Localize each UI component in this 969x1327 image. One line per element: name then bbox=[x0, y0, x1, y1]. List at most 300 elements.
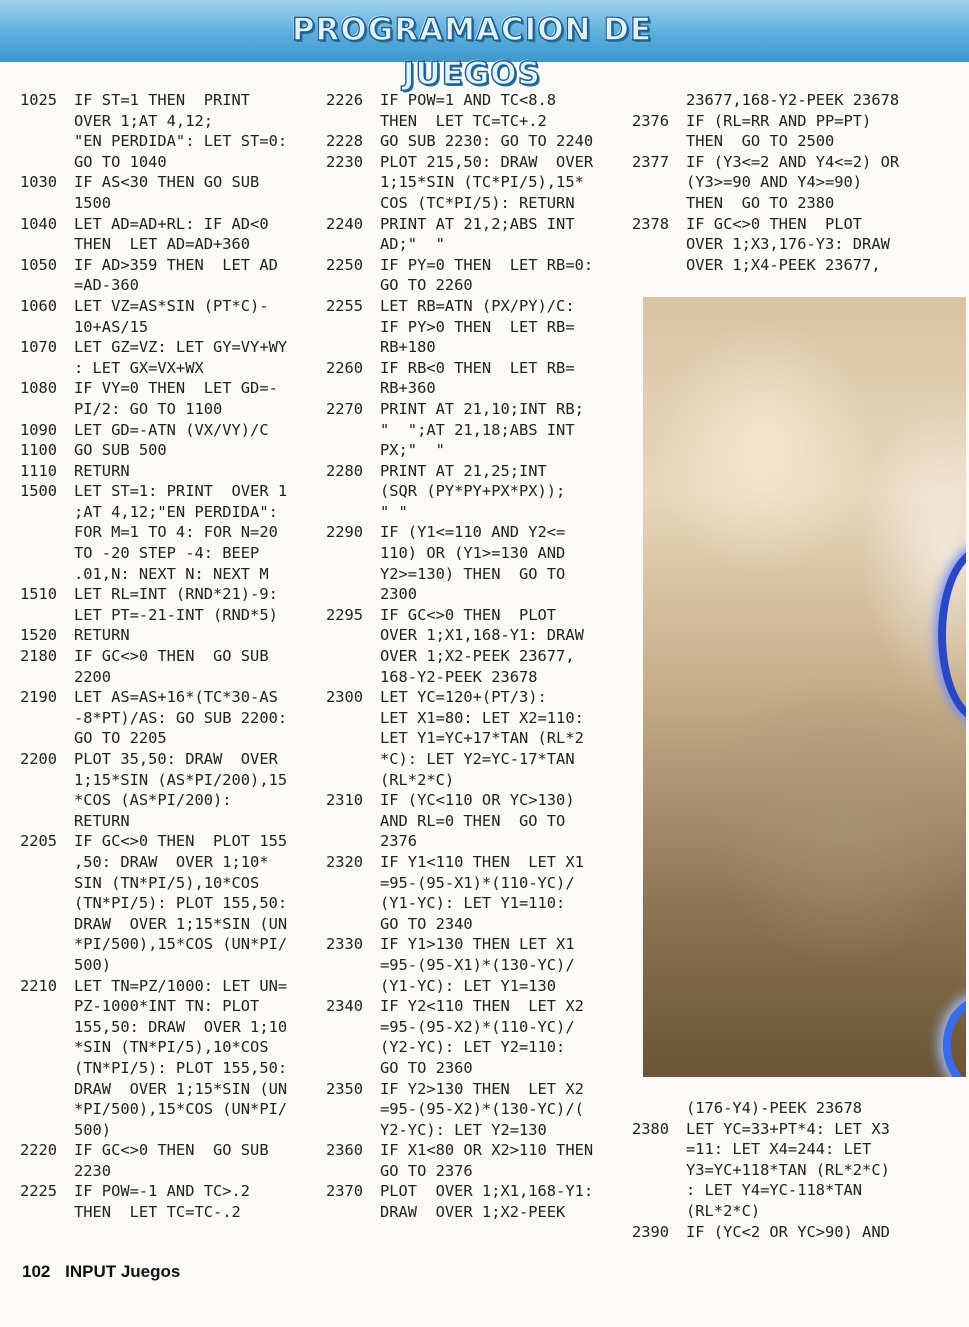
line-number: 2250 bbox=[326, 255, 364, 274]
code-line bbox=[326, 625, 626, 646]
code-line bbox=[20, 790, 325, 811]
code-text: LET AD=AD+RL: IF AD<0 bbox=[74, 214, 269, 233]
code-line bbox=[20, 564, 325, 585]
code-text: LET AS=AS+16*(TC*30-AS bbox=[74, 688, 278, 707]
line-number bbox=[632, 1139, 686, 1160]
code-text: GO TO 2360 bbox=[380, 1058, 473, 1077]
code-text: IF (Y1<=110 AND Y2<= bbox=[380, 523, 566, 542]
code-text: 110) OR (Y1>=130 AND bbox=[380, 544, 566, 563]
code-text: 2376 bbox=[380, 832, 418, 851]
code-line bbox=[20, 172, 325, 193]
code-text: PI/2: GO TO 1100 bbox=[74, 399, 223, 418]
code-text: IF (YC<110 OR YC>130) bbox=[380, 791, 575, 810]
code-text: PRINT AT 21,2;ABS INT bbox=[380, 214, 575, 233]
line-number: 2378 bbox=[632, 214, 670, 233]
line-number bbox=[20, 955, 74, 976]
line-number: 2290 bbox=[326, 523, 364, 542]
publication-name: INPUT Juegos bbox=[65, 1262, 181, 1281]
line-number: 2220 bbox=[20, 1141, 58, 1160]
code-text: AD;" " bbox=[380, 235, 445, 254]
code-text: LET RL=INT (RND*21)-9: bbox=[74, 585, 278, 604]
code-line bbox=[326, 152, 626, 173]
line-number bbox=[20, 708, 74, 729]
line-number bbox=[326, 811, 380, 832]
code-line bbox=[20, 255, 325, 276]
code-line bbox=[20, 1202, 325, 1223]
line-number bbox=[632, 255, 686, 276]
line-number bbox=[20, 564, 74, 585]
code-text: PRINT AT 21,25;INT bbox=[380, 461, 547, 480]
code-text: RB+180 bbox=[380, 338, 436, 357]
code-line bbox=[632, 1222, 962, 1243]
line-number bbox=[326, 378, 380, 399]
code-text: IF GC<>0 THEN PLOT 155 bbox=[74, 832, 288, 851]
line-number bbox=[326, 749, 380, 770]
line-number: 2360 bbox=[326, 1141, 364, 1160]
code-text: *COS (AS*PI/200): bbox=[74, 791, 232, 810]
line-number bbox=[326, 667, 380, 688]
line-number bbox=[632, 172, 686, 193]
line-number: 2190 bbox=[20, 688, 58, 707]
blue-ring-glow-top bbox=[938, 547, 966, 723]
code-line bbox=[632, 90, 962, 111]
code-line bbox=[20, 275, 325, 296]
code-text: PLOT 215,50: DRAW OVER bbox=[380, 152, 594, 171]
line-number: 2270 bbox=[326, 399, 364, 418]
code-text: LET YC=120+(PT/3): bbox=[380, 688, 547, 707]
code-line bbox=[326, 934, 626, 955]
code-text: RB+360 bbox=[380, 379, 436, 398]
code-text: LET YC=33+PT*4: LET X3 bbox=[686, 1119, 890, 1138]
line-number bbox=[326, 1037, 380, 1058]
line-number: 1500 bbox=[20, 482, 58, 501]
line-number bbox=[20, 893, 74, 914]
code-line bbox=[326, 749, 626, 770]
line-number bbox=[326, 420, 380, 441]
code-text: .01,N: NEXT N: NEXT M bbox=[74, 564, 269, 583]
line-number bbox=[326, 111, 380, 132]
line-number: 2295 bbox=[326, 605, 364, 624]
code-line bbox=[20, 852, 325, 873]
code-line bbox=[20, 90, 325, 111]
code-text: IF AS<30 THEN GO SUB bbox=[74, 173, 260, 192]
code-line bbox=[326, 790, 626, 811]
line-number: 2240 bbox=[326, 214, 364, 233]
code-text: 1;15*SIN (AS*PI/200),15 bbox=[74, 770, 288, 789]
line-number bbox=[326, 831, 380, 852]
code-text: IF PY>0 THEN LET RB= bbox=[380, 317, 575, 336]
code-line bbox=[326, 811, 626, 832]
code-line bbox=[20, 440, 325, 461]
code-text: IF GC<>0 THEN PLOT bbox=[686, 214, 863, 233]
code-line bbox=[20, 873, 325, 894]
line-number bbox=[632, 90, 686, 111]
line-number bbox=[326, 193, 380, 214]
code-text: 155,50: DRAW OVER 1;10 bbox=[74, 1017, 288, 1036]
line-number bbox=[632, 1201, 686, 1222]
code-line bbox=[326, 90, 626, 111]
line-number bbox=[326, 955, 380, 976]
code-text: (176-Y4)-PEEK 23678 bbox=[686, 1099, 863, 1117]
line-number bbox=[20, 1079, 74, 1100]
line-number bbox=[326, 564, 380, 585]
line-number: 2210 bbox=[20, 976, 58, 995]
line-number: 1080 bbox=[20, 379, 58, 398]
line-number bbox=[326, 728, 380, 749]
line-number bbox=[326, 337, 380, 358]
code-text: PLOT OVER 1;X1,168-Y1: bbox=[380, 1182, 594, 1201]
code-line bbox=[326, 317, 626, 338]
line-number: 1520 bbox=[20, 626, 58, 645]
line-number bbox=[20, 317, 74, 338]
code-text: =95-(95-X1)*(110-YC)/ bbox=[380, 873, 575, 892]
code-text: *C): LET Y2=YC-17*TAN bbox=[380, 750, 575, 768]
code-text: (Y3>=90 AND Y4>=90) bbox=[686, 173, 863, 192]
code-line bbox=[20, 234, 325, 255]
code-line bbox=[326, 728, 626, 749]
code-text: THEN GO TO 2380 bbox=[686, 193, 835, 212]
line-number bbox=[632, 234, 686, 255]
code-line bbox=[326, 399, 626, 420]
line-number bbox=[20, 790, 74, 811]
code-line bbox=[20, 1037, 325, 1058]
code-line bbox=[20, 1140, 325, 1161]
code-text: (TN*PI/5): PLOT 155,50: bbox=[74, 894, 288, 913]
code-text: THEN LET AD=AD+360 bbox=[74, 235, 251, 254]
code-line bbox=[326, 296, 626, 317]
code-line bbox=[326, 172, 626, 193]
line-number bbox=[326, 770, 380, 791]
code-line bbox=[632, 1119, 962, 1140]
code-line bbox=[632, 111, 962, 132]
code-text: IF (Y3<=2 AND Y4<=2) OR bbox=[686, 152, 900, 171]
code-line bbox=[20, 1181, 325, 1202]
code-text: AND RL=0 THEN GO TO bbox=[380, 811, 566, 830]
line-number bbox=[20, 811, 74, 832]
line-number: 1040 bbox=[20, 214, 58, 233]
code-line bbox=[20, 934, 325, 955]
code-line bbox=[326, 378, 626, 399]
line-number bbox=[326, 873, 380, 894]
code-text: THEN GO TO 2500 bbox=[686, 132, 835, 151]
line-number bbox=[20, 728, 74, 749]
line-number: 2280 bbox=[326, 461, 364, 480]
code-line bbox=[326, 646, 626, 667]
code-text: THEN LET TC=TC+.2 bbox=[380, 111, 547, 130]
code-line bbox=[20, 111, 325, 132]
line-number bbox=[632, 131, 686, 152]
code-line bbox=[326, 461, 626, 482]
code-text: =95-(95-X2)*(110-YC)/ bbox=[380, 1017, 575, 1036]
code-text: IF POW=-1 AND TC>.2 bbox=[74, 1182, 251, 1201]
code-text: OVER 1;X3,176-Y3: DRAW bbox=[686, 235, 890, 254]
code-text: 2200 bbox=[74, 667, 112, 686]
code-column-1 bbox=[20, 90, 325, 1223]
code-text: IF Y1>130 THEN LET X1 bbox=[380, 935, 575, 954]
code-text: ,50: DRAW OVER 1;10* bbox=[74, 852, 269, 871]
code-text: OVER 1;X4-PEEK 23677, bbox=[686, 255, 881, 274]
line-number bbox=[326, 1202, 380, 1223]
line-number bbox=[326, 893, 380, 914]
code-line bbox=[20, 420, 325, 441]
line-number: 2205 bbox=[20, 832, 58, 851]
code-line bbox=[20, 1161, 325, 1182]
code-column-3-top bbox=[632, 90, 962, 275]
code-text: GO SUB 500 bbox=[74, 441, 167, 460]
code-text: PLOT 35,50: DRAW OVER bbox=[74, 750, 278, 768]
code-text: LET TN=PZ/1000: LET UN= bbox=[74, 976, 288, 995]
code-line bbox=[326, 1140, 626, 1161]
code-text: IF X1<80 OR X2>110 THEN bbox=[380, 1141, 594, 1160]
code-text: " ";AT 21,18;ABS INT bbox=[380, 420, 575, 439]
line-number bbox=[20, 234, 74, 255]
code-line bbox=[20, 955, 325, 976]
line-number bbox=[326, 1058, 380, 1079]
line-number bbox=[326, 317, 380, 338]
code-text: FOR M=1 TO 4: FOR N=20 bbox=[74, 523, 278, 542]
code-text: GO TO 1040 bbox=[74, 152, 167, 171]
line-number: 2320 bbox=[326, 852, 364, 871]
code-text: IF GC<>0 THEN GO SUB bbox=[74, 647, 269, 666]
line-number bbox=[632, 1160, 686, 1181]
page-header-title: PROGRAMACION DE JUEGOS bbox=[291, 12, 653, 92]
line-number bbox=[20, 934, 74, 955]
code-line bbox=[326, 584, 626, 605]
code-line bbox=[326, 255, 626, 276]
code-line bbox=[326, 976, 626, 997]
line-number bbox=[20, 1017, 74, 1038]
line-number bbox=[326, 1017, 380, 1038]
code-line bbox=[632, 214, 962, 235]
code-line bbox=[326, 564, 626, 585]
code-text: 168-Y2-PEEK 23678 bbox=[380, 667, 538, 686]
code-line bbox=[326, 687, 626, 708]
line-number bbox=[20, 543, 74, 564]
code-text: IF GC<>0 THEN PLOT bbox=[380, 605, 557, 624]
code-text: (RL*2*C) bbox=[380, 770, 455, 789]
line-number bbox=[326, 1099, 380, 1120]
line-number: 1060 bbox=[20, 296, 58, 315]
code-line bbox=[326, 1058, 626, 1079]
code-text: =11: LET X4=244: LET bbox=[686, 1140, 872, 1159]
code-text: Y2>=130) THEN GO TO bbox=[380, 564, 566, 583]
code-column-2 bbox=[326, 90, 626, 1223]
code-text: LET ST=1: PRINT OVER 1 bbox=[74, 482, 288, 501]
line-number bbox=[20, 522, 74, 543]
code-text: OVER 1;AT 4,12; bbox=[74, 111, 213, 130]
line-number bbox=[326, 275, 380, 296]
code-text: Y2-YC): LET Y2=130 bbox=[380, 1120, 547, 1139]
code-line bbox=[326, 708, 626, 729]
line-number: 1090 bbox=[20, 420, 58, 439]
code-text: THEN LET TC=TC-.2 bbox=[74, 1203, 241, 1222]
code-text: PRINT AT 21,10;INT RB; bbox=[380, 399, 584, 418]
code-text: 2230 bbox=[74, 1161, 112, 1180]
code-text: PZ-1000*INT TN: PLOT bbox=[74, 997, 260, 1016]
page-header-banner bbox=[0, 0, 969, 92]
code-line bbox=[20, 996, 325, 1017]
code-text: 2300 bbox=[380, 585, 418, 604]
code-line bbox=[20, 522, 325, 543]
code-line bbox=[632, 172, 962, 193]
line-number bbox=[326, 625, 380, 646]
line-number: 2180 bbox=[20, 647, 58, 666]
line-number: 1100 bbox=[20, 441, 58, 460]
code-line bbox=[326, 996, 626, 1017]
code-line bbox=[326, 955, 626, 976]
code-text: 1500 bbox=[74, 193, 112, 212]
code-text: LET PT=-21-INT (RND*5) bbox=[74, 605, 278, 624]
code-text: IF (YC<2 OR YC>90) AND bbox=[686, 1222, 890, 1241]
code-line bbox=[20, 584, 325, 605]
code-line bbox=[326, 358, 626, 379]
line-number: 2350 bbox=[326, 1079, 364, 1098]
code-text: (Y1-YC): LET Y1=130 bbox=[380, 976, 557, 995]
code-text: (RL*2*C) bbox=[686, 1201, 761, 1220]
code-line bbox=[326, 667, 626, 688]
line-number bbox=[20, 1037, 74, 1058]
line-number bbox=[20, 152, 74, 173]
code-line bbox=[20, 914, 325, 935]
line-number bbox=[326, 502, 380, 523]
code-text: "EN PERDIDA": LET ST=0: bbox=[74, 132, 288, 151]
code-line bbox=[326, 275, 626, 296]
line-number: 2225 bbox=[20, 1182, 58, 1201]
code-text: IF VY=0 THEN LET GD=- bbox=[74, 379, 278, 398]
code-line bbox=[326, 1099, 626, 1120]
code-line bbox=[20, 811, 325, 832]
code-text: 500) bbox=[74, 1120, 112, 1139]
code-line bbox=[20, 502, 325, 523]
code-text: IF Y2>130 THEN LET X2 bbox=[380, 1079, 584, 1098]
code-line bbox=[632, 1160, 962, 1181]
code-text: GO SUB 2230: GO TO 2240 bbox=[380, 132, 594, 151]
code-text: *PI/500),15*COS (UN*PI/ bbox=[74, 935, 288, 954]
code-text: TO -20 STEP -4: BEEP bbox=[74, 544, 260, 563]
code-text: DRAW OVER 1;X2-PEEK bbox=[380, 1203, 566, 1222]
line-number bbox=[20, 1161, 74, 1182]
code-line bbox=[20, 1079, 325, 1100]
code-text: GO TO 2376 bbox=[380, 1161, 473, 1180]
line-number: 2377 bbox=[632, 152, 670, 171]
line-number bbox=[20, 275, 74, 296]
code-text: RETURN bbox=[74, 811, 130, 830]
code-line bbox=[20, 605, 325, 626]
code-text: ;AT 4,12;"EN PERDIDA": bbox=[74, 502, 278, 521]
line-number: 1510 bbox=[20, 585, 58, 604]
code-line bbox=[326, 893, 626, 914]
code-line bbox=[632, 1139, 962, 1160]
line-number bbox=[20, 852, 74, 873]
code-text: COS (TC*PI/5): RETURN bbox=[380, 193, 575, 212]
code-line bbox=[326, 543, 626, 564]
code-line bbox=[20, 337, 325, 358]
code-line bbox=[632, 152, 962, 173]
code-text: LET X1=80: LET X2=110: bbox=[380, 708, 584, 727]
line-number: 2330 bbox=[326, 935, 364, 954]
code-text: Y3=YC+118*TAN (RL*2*C) bbox=[686, 1160, 890, 1179]
line-number bbox=[20, 873, 74, 894]
code-text: IF ST=1 THEN PRINT bbox=[74, 91, 251, 109]
code-line bbox=[326, 914, 626, 935]
code-text: LET RB=ATN (PX/PY)/C: bbox=[380, 296, 575, 315]
line-number bbox=[326, 584, 380, 605]
line-number: 2310 bbox=[326, 791, 364, 810]
code-text: *PI/500),15*COS (UN*PI/ bbox=[74, 1100, 288, 1119]
line-number bbox=[20, 1058, 74, 1079]
line-number: 2380 bbox=[632, 1119, 670, 1138]
line-number: 2340 bbox=[326, 997, 364, 1016]
code-line bbox=[20, 378, 325, 399]
line-number: 2300 bbox=[326, 688, 364, 707]
line-number bbox=[20, 502, 74, 523]
line-number bbox=[326, 543, 380, 564]
line-number: 2370 bbox=[326, 1182, 364, 1201]
code-line bbox=[20, 667, 325, 688]
code-line bbox=[20, 399, 325, 420]
code-line bbox=[20, 687, 325, 708]
code-line bbox=[20, 1120, 325, 1141]
code-line bbox=[20, 461, 325, 482]
code-line bbox=[326, 111, 626, 132]
code-line bbox=[20, 358, 325, 379]
code-text: LET GD=-ATN (VX/VY)/C bbox=[74, 420, 269, 439]
line-number: 2260 bbox=[326, 358, 364, 377]
code-line bbox=[20, 749, 325, 770]
code-line bbox=[326, 420, 626, 441]
page-footer bbox=[22, 1262, 180, 1282]
line-number: 2376 bbox=[632, 111, 670, 130]
code-text: (SQR (PY*PY+PX*PX)); bbox=[380, 482, 566, 501]
line-number bbox=[632, 193, 686, 214]
code-text: : LET Y4=YC-118*TAN bbox=[686, 1181, 863, 1200]
code-text: LET GZ=VZ: LET GY=VY+WY bbox=[74, 338, 288, 357]
code-column-3-bottom bbox=[632, 1098, 962, 1242]
code-line bbox=[326, 1202, 626, 1223]
code-text: " " bbox=[380, 502, 408, 521]
code-text: -8*PT)/AS: GO SUB 2200: bbox=[74, 708, 288, 727]
code-text: IF Y1<110 THEN LET X1 bbox=[380, 852, 584, 871]
code-line bbox=[326, 605, 626, 626]
line-number bbox=[20, 399, 74, 420]
line-number bbox=[326, 1161, 380, 1182]
line-number bbox=[20, 111, 74, 132]
code-line bbox=[632, 193, 962, 214]
line-number bbox=[326, 172, 380, 193]
code-text: (TN*PI/5): PLOT 155,50: bbox=[74, 1058, 288, 1077]
code-line bbox=[20, 193, 325, 214]
code-line bbox=[20, 770, 325, 791]
code-text: GO TO 2260 bbox=[380, 276, 473, 295]
code-line bbox=[326, 440, 626, 461]
code-text: IF POW=1 AND TC<8.8 bbox=[380, 91, 557, 109]
code-line bbox=[326, 131, 626, 152]
line-number bbox=[20, 193, 74, 214]
code-text: *SIN (TN*PI/5),10*COS bbox=[74, 1038, 269, 1057]
code-text: GO TO 2205 bbox=[74, 729, 167, 748]
code-line bbox=[20, 1058, 325, 1079]
code-line bbox=[632, 1098, 962, 1119]
code-text: IF RB<0 THEN LET RB= bbox=[380, 358, 575, 377]
code-line bbox=[326, 1181, 626, 1202]
code-line bbox=[20, 1017, 325, 1038]
code-line bbox=[20, 728, 325, 749]
code-text: LET VZ=AS*SIN (PT*C)- bbox=[74, 296, 269, 315]
line-number bbox=[326, 234, 380, 255]
page-number: 102 bbox=[22, 1262, 51, 1281]
line-number: 2226 bbox=[326, 91, 364, 109]
code-line bbox=[326, 852, 626, 873]
